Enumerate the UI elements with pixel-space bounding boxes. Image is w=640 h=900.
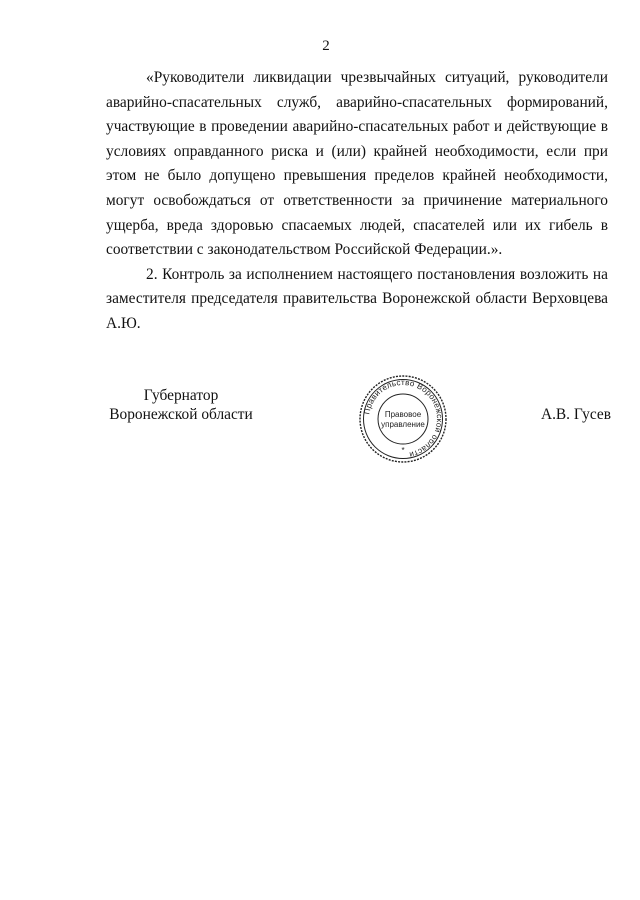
signatory-region: Воронежской области (109, 406, 253, 423)
signatory-title: Губернатор (143, 387, 219, 404)
paragraph-quoted-provision: «Руководители ликвидации чрезвычайных ситуаций, руководители аварийно-спасательных служб, аварийно-спасательных формирований, участвующие в проведении аварийно-спасательных работ и действующие в условиях оправданного риска и (или) крайней необходимости, если при этом не было допущено превышения пределов крайней необходимости, могут освобождаться от ответственности за причинение материального ущерба, вреда здоровью спасаемых людей, спасателей или их гибель в соответствии с законодательством Российской Федерации.». (106, 69, 608, 259)
signatory-position (106, 386, 256, 424)
official-stamp (358, 374, 448, 464)
stamp-star-mark: * (401, 446, 405, 455)
stamp-ring-text: Правительство Воронежской области (362, 377, 445, 460)
paragraph-control-clause: 2. Контроль за исполнением настоящего постановления возложить на заместителя председателя правительства Воронежской области Верховцева А.Ю. (106, 265, 608, 332)
signature-block (106, 377, 611, 470)
stamp-center-line2: управление (381, 420, 425, 429)
page-number: 2 (322, 38, 330, 54)
signatory-name: А.В. Гусев (540, 406, 611, 423)
stamp-center-line1: Правовое (384, 410, 422, 419)
document-body (106, 66, 608, 337)
